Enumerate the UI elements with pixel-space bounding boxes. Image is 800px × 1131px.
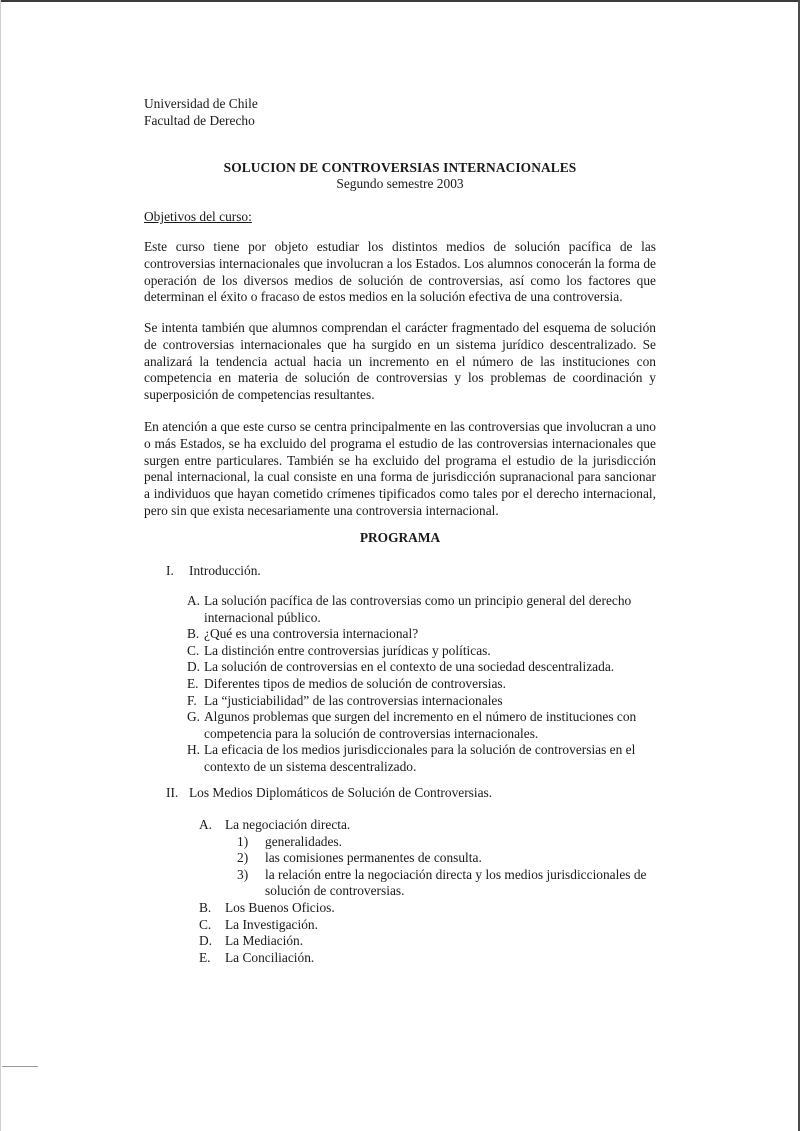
institution-header [144,96,258,130]
sub-item-text: las comisiones permanentes de consulta. [265,850,482,866]
faculty-name: Facultad de Derecho [144,112,255,128]
scan-mark [2,1066,38,1067]
item-letter: E. [199,949,211,965]
sub-item-number: 3) [237,866,249,882]
list-item [187,817,667,834]
list-item [187,643,667,660]
section-2-list [187,817,667,966]
item-letter: D. [199,933,213,949]
program-heading: PROGRAMA [359,530,441,545]
item-text: Diferentes tipos de medios de solución de controversias. [204,675,506,691]
list-item [187,742,667,775]
objectives-paragraph-2: Se intenta también que alumnos comprendan el carácter fragmentado del esquema de solución de controversias internacionales que ha surgido en un sistema jurídico descentralizado. Se analizará la tendencia actual hacia un incremento en el número de las instituciones con competencia en materia de solución de controversias y los problemas de coordinación y superposición de competencias resultantes. [144,320,656,403]
list-item [187,900,667,917]
list-item [187,676,667,693]
program-section-2 [166,785,492,802]
section-number: I. [166,563,174,578]
item-letter: C. [199,916,212,932]
sub-list [187,834,667,900]
item-letter: G. [187,709,201,725]
item-letter: B. [187,626,200,642]
course-title: SOLUCION DE CONTROVERSIAS INTERNACIONALES [223,160,577,175]
item-letter: H. [187,742,201,758]
item-text: La Mediación. [225,933,304,949]
sub-item [187,850,667,867]
list-item [187,950,667,967]
objectives-heading: Objetivos del curso: [144,209,252,224]
sub-item-text: generalidades. [265,833,342,849]
objectives-paragraph-1: Este curso tiene por objeto estudiar los distintos medios de solución pacífica de las controversias internacionales que involucran a los Estados. Los alumnos conocerán la forma de operación de los diversos medios de solución de controversias, así como los factores que determinan el éxito o fracaso de estos medios en la solución efectiva de una controversia. [144,239,656,305]
item-letter: F. [187,692,197,708]
item-text: La solución de controversias en el contexto de una sociedad descentralizada. [204,659,615,675]
item-text: La Conciliación. [225,949,315,965]
list-item [187,933,667,950]
item-text: La Investigación. [225,916,318,932]
item-text: Algunos problemas que surgen del incremento en el número de instituciones con competencia para la solución de controversias internacionales. [204,709,637,741]
sub-item-number: 1) [237,833,249,849]
list-item [187,709,667,742]
item-text: Los Buenos Oficios. [225,899,335,915]
item-letter: D. [187,659,201,675]
course-semester: Segundo semestre 2003 [336,176,464,191]
sub-item-number: 2) [237,850,249,866]
item-text: La distinción entre controversias jurídicas y políticas. [204,642,491,658]
item-letter: A. [187,593,201,608]
item-text: ¿Qué es una controversia internacional? [204,626,419,642]
item-letter: B. [199,899,212,915]
list-item [187,659,667,676]
university-name: Universidad de Chile [144,96,258,111]
program-section-1 [166,563,261,580]
section-1-list [187,593,667,776]
course-title-block [0,160,800,192]
sub-item [187,834,667,851]
objectives-paragraph-3: En atención a que este curso se centra principalmente en las controversias que involucran a uno o más Estados, se ha excluido del programa el estudio de las controversias internacionales que surgen entre particulares. También se ha excluido del programa el estudio de la jurisdicción penal internacional, la cual consiste en una forma de jurisdicción supranacional para sancionar a individuos que hayan cometido crímenes tipificados como tales por el derecho internacional, pero sin que exista necesariamente una controversia internacional. [144,419,656,518]
section-title: Los Medios Diplomáticos de Solución de Controversias. [189,785,493,800]
item-text: La “justiciabilidad” de las controversias internacionales [204,692,503,708]
item-text: La solución pacífica de las controversias como un principio general del derecho internacional público. [204,593,632,625]
item-letter: A. [199,817,213,832]
list-item [187,917,667,934]
item-letter: C. [187,642,200,658]
item-letter: E. [187,675,199,691]
list-item [187,693,667,710]
sub-item-text: la relación entre la negociación directa y los medios jurisdiccionales de solución de controversias. [265,866,647,899]
item-text: La eficacia de los medios jurisdiccionales para la solución de controversias en el contexto de un sistema descentralizado. [204,742,636,774]
section-title: Introducción. [189,563,261,578]
scan-border-top [0,0,800,2]
list-item [187,626,667,643]
section-number: II. [166,785,179,800]
sub-item [187,867,667,900]
list-item [187,593,667,626]
item-text: La negociación directa. [225,817,351,832]
